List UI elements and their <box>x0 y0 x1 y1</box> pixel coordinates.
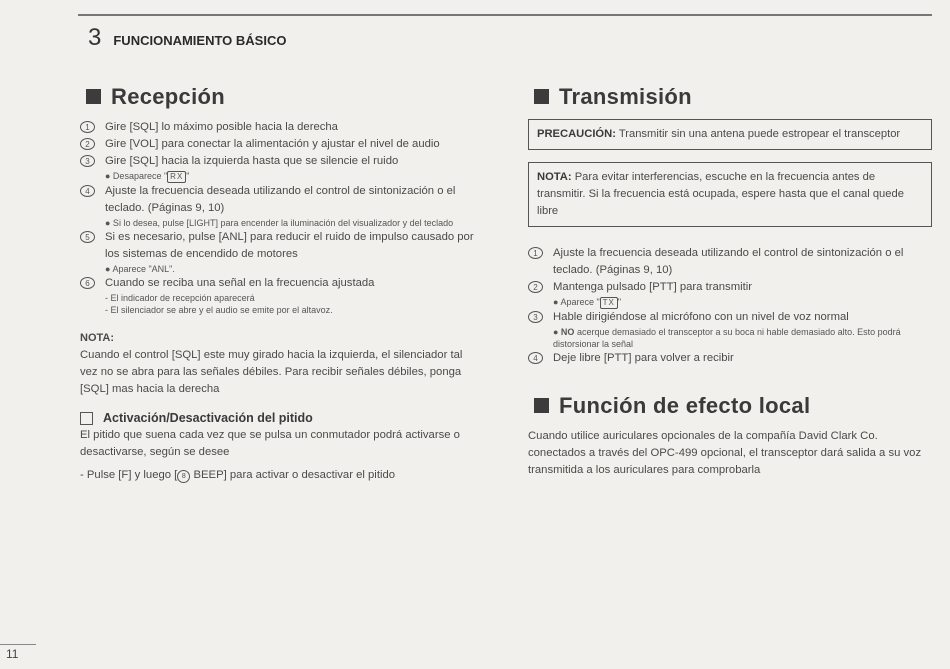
section-transmision-title <box>534 84 932 109</box>
step-1 <box>80 119 476 136</box>
section-title-text: Recepción <box>111 84 225 109</box>
nota-label: NOTA: <box>537 171 572 183</box>
note-label: NOTA: <box>80 332 115 344</box>
step-marker: 1 <box>528 247 543 259</box>
tx-indicator-icon: TX <box>600 297 618 309</box>
step-text: Si es necesario, pulse [ANL] para reducir el ruido de impulso causado por los sistemas de encendido de motores <box>105 231 474 260</box>
caution-label: PRECAUCIÓN: <box>537 128 616 140</box>
section-efecto-local-title <box>534 393 932 418</box>
step-subnote <box>105 170 476 183</box>
step-4 <box>80 183 476 229</box>
beep-title-text: Activación/Desactivación del pitido <box>103 411 313 425</box>
step-subnote: ● Si lo desea, pulse [LIGHT] para encender la iluminación del visualizador y del teclado <box>105 218 454 228</box>
header-rule <box>78 14 932 16</box>
step-text: Ajuste la frecuencia deseada utilizando el control de sintonización o el teclado. (Páginas 9, 10) <box>105 185 456 214</box>
step-marker: 4 <box>80 185 95 197</box>
nota-box <box>528 162 932 227</box>
caution-box <box>528 119 932 150</box>
caution-text: Transmitir sin una antena puede estropear el transceptor <box>615 128 901 140</box>
section-square-icon <box>534 398 549 413</box>
subnote-text: " <box>617 297 622 307</box>
recepcion-steps <box>80 119 476 316</box>
beep-section-title <box>80 410 476 427</box>
subnote-text: " <box>186 171 190 181</box>
step-marker: 2 <box>528 281 543 293</box>
left-column <box>80 84 476 484</box>
subnote-text: ● Aparece " <box>553 297 600 307</box>
step-marker: 1 <box>80 121 95 133</box>
page-number: 11 <box>0 644 36 661</box>
efecto-local-text: Cuando utilice auriculares opcionales de la compañía David Clark Co. conectados a través del OPC-499 opcional, el transceptor dará salida a su voz transmitida a los auriculares para comprobarla <box>528 430 922 476</box>
section-square-icon <box>534 89 549 104</box>
key-8-icon: 8 <box>177 470 190 483</box>
step-subnote <box>553 296 932 309</box>
chapter-header <box>88 24 286 52</box>
step-subnote: - El indicador de recepción aparecerá <box>105 293 255 303</box>
step-1 <box>528 245 932 279</box>
rx-indicator-icon: RX <box>167 171 186 183</box>
step-text: Gire [SQL] hacia la izquierda hasta que se silencie el ruido <box>105 155 399 167</box>
step-text: Deje libre [PTT] para volver a recibir <box>553 352 734 364</box>
step-text: Ajuste la frecuencia deseada utilizando el control de sintonización o el teclado. (Páginas 9, 10) <box>553 247 904 276</box>
section-recepcion-title <box>86 84 476 109</box>
step-4 <box>528 350 932 367</box>
step-text: Gire [VOL] para conectar la alimentación y ajustar el nivel de audio <box>105 138 440 150</box>
step-2 <box>80 136 476 153</box>
step-3 <box>80 153 476 183</box>
step-text: Gire [SQL] lo máximo posible hacia la derecha <box>105 121 338 133</box>
beep-text: El pitido que suena cada vez que se pulsa un conmutador podrá activarse o desactivarse, según se desee <box>80 429 460 458</box>
step-text: Cuando se reciba una señal en la frecuencia ajustada <box>105 277 375 289</box>
step-marker: 4 <box>528 352 543 364</box>
step-marker: 5 <box>80 231 95 243</box>
chapter-number: 3 <box>88 24 102 51</box>
step-6 <box>80 275 476 316</box>
step-3 <box>528 309 932 350</box>
step-subnote: - El silenciador se abre y el audio se emite por el altavoz. <box>105 305 333 315</box>
step-marker: 3 <box>80 155 95 167</box>
right-column <box>528 84 932 479</box>
step-subnote <box>553 326 932 350</box>
section-square-icon <box>86 89 101 104</box>
step-marker: 2 <box>80 138 95 150</box>
note-text: Cuando el control [SQL] este muy girado hacia la izquierda, el silenciador tal vez no se abra para las señales débiles. Para recibir señales débiles, ponga [SQL] mas hacia la derecha <box>80 349 463 395</box>
section-title-text: Transmisión <box>559 84 692 109</box>
step-text: Mantenga pulsado [PTT] para transmitir <box>553 281 753 293</box>
step-text: Hable dirigiéndose al micrófono con un nivel de voz normal <box>553 311 849 323</box>
step-subnote: ● Aparece "ANL". <box>105 264 175 274</box>
hollow-square-icon <box>80 412 93 425</box>
beep-instruction-text: BEEP] para activar o desactivar el pitido <box>190 469 396 481</box>
section-title-text: Función de efecto local <box>559 393 811 418</box>
subnote-text: ● Desaparece " <box>105 171 168 181</box>
chapter-title: FUNCIONAMIENTO BÁSICO <box>113 33 287 48</box>
beep-instruction <box>80 467 476 484</box>
nota-text: Para evitar interferencias, escuche en la frecuencia antes de transmitir. Si la frecuencia está ocupada, espere hasta que el canal quede libre <box>537 171 904 217</box>
subnote-text: acerque demasiado el transceptor a su boca ni hable demasiado alto. Esto podrá distorsionar la señal <box>553 327 901 349</box>
step-marker: 6 <box>80 277 95 289</box>
step-5 <box>80 229 476 275</box>
beep-instruction-text: - Pulse [F] y luego [ <box>80 469 178 481</box>
transmision-steps <box>528 245 932 367</box>
step-marker: 3 <box>528 311 543 323</box>
step-2 <box>528 279 932 309</box>
subnote-bold: ● NO <box>553 327 575 337</box>
